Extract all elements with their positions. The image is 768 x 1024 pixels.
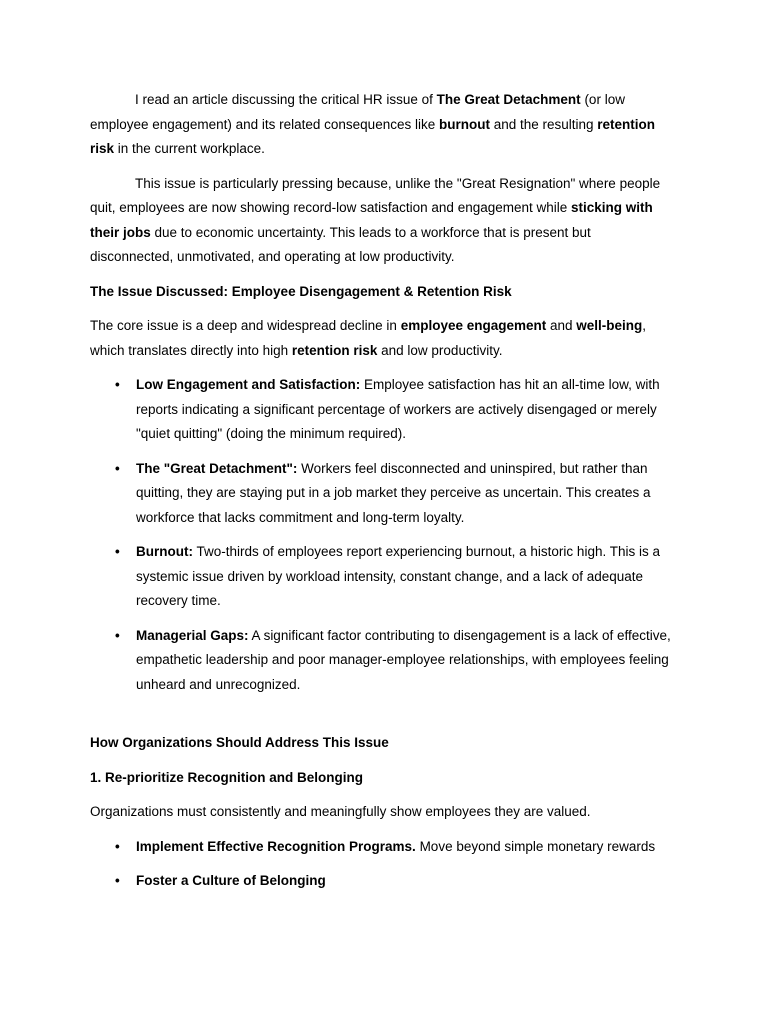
text-run: in the current workplace. bbox=[114, 141, 265, 156]
text-run: due to economic uncertainty. This leads to a workforce that is present but disconnected, unmotivated, and operating at low productivity. bbox=[90, 224, 591, 264]
intro-paragraph-2 bbox=[90, 172, 672, 270]
bullet-term: The "Great Detachment": bbox=[136, 460, 298, 476]
text-run: The core issue is a deep and widespread decline in bbox=[90, 318, 401, 333]
text-run: and the resulting bbox=[489, 116, 598, 132]
bullet-term: Burnout: bbox=[136, 544, 193, 559]
bold-term: The Great Detachment bbox=[436, 92, 581, 107]
intro-paragraph-1 bbox=[90, 88, 672, 162]
issue-paragraph bbox=[90, 314, 672, 363]
bullet-term: Low Engagement and Satisfaction: bbox=[136, 377, 361, 392]
list-item bbox=[136, 540, 672, 614]
bullet-term: Foster a Culture of Belonging bbox=[136, 873, 326, 888]
list-item bbox=[136, 373, 672, 447]
list-item bbox=[136, 457, 672, 531]
bold-term: retention risk bbox=[291, 342, 378, 358]
list-item bbox=[136, 835, 672, 860]
bullet-text: A significant factor contributing to disengagement is a lack of effective, empathetic leadership and poor manager-employee relationships, with employees feeling unheard and unrecognized. bbox=[136, 627, 671, 692]
bold-term: well-being bbox=[576, 318, 643, 333]
address-paragraph: Organizations must consistently and meaningfully show employees they are valued. bbox=[90, 804, 591, 819]
spacer bbox=[90, 707, 672, 731]
bullet-term: Managerial Gaps: bbox=[136, 627, 249, 643]
bold-term: burnout bbox=[438, 116, 490, 132]
text-run: and bbox=[546, 318, 577, 333]
address-subheading: 1. Re-prioritize Recognition and Belonging bbox=[90, 769, 364, 785]
bullet-text: Move beyond simple monetary rewards bbox=[415, 838, 656, 854]
list-item bbox=[136, 869, 672, 894]
text-run: This issue is particularly pressing because, unlike the "Great Resignation" where people quit, employees are now showing record-low satisfaction and engagement while bbox=[90, 175, 661, 215]
bullet-term: Implement Effective Recognition Programs. bbox=[136, 838, 416, 854]
issue-bullet-list bbox=[90, 373, 672, 697]
bold-term: retention risk bbox=[90, 116, 656, 156]
address-bullet-list bbox=[90, 835, 672, 894]
text-run: , which translates directly into high bbox=[90, 318, 647, 358]
bullet-text: Employee satisfaction has hit an all-time low, with reports indicating a significant percentage of workers are actively disengaged or merely "quiet quitting" (doing the minimum required). bbox=[136, 377, 660, 441]
text-run: and low productivity. bbox=[377, 342, 503, 358]
address-heading: How Organizations Should Address This Issue bbox=[90, 735, 389, 750]
text-run: I read an article discussing the critical HR issue of bbox=[135, 92, 437, 107]
bold-term: sticking with their jobs bbox=[90, 200, 653, 240]
text-run: (or low employee engagement) and its related consequences like bbox=[90, 92, 625, 132]
issue-heading: The Issue Discussed: Employee Disengagement & Retention Risk bbox=[90, 283, 512, 299]
bullet-text: Two-thirds of employees report experiencing burnout, a historic high. This is a systemic issue driven by workload intensity, constant change, and a lack of adequate recovery time. bbox=[136, 544, 660, 608]
bold-term: employee engagement bbox=[400, 318, 547, 333]
bullet-text: Workers feel disconnected and uninspired, but rather than quitting, they are staying put in a job market they perceive as uncertain. This creates a workforce that lacks commitment and long-term loyalty. bbox=[136, 460, 651, 525]
list-item bbox=[136, 624, 672, 698]
